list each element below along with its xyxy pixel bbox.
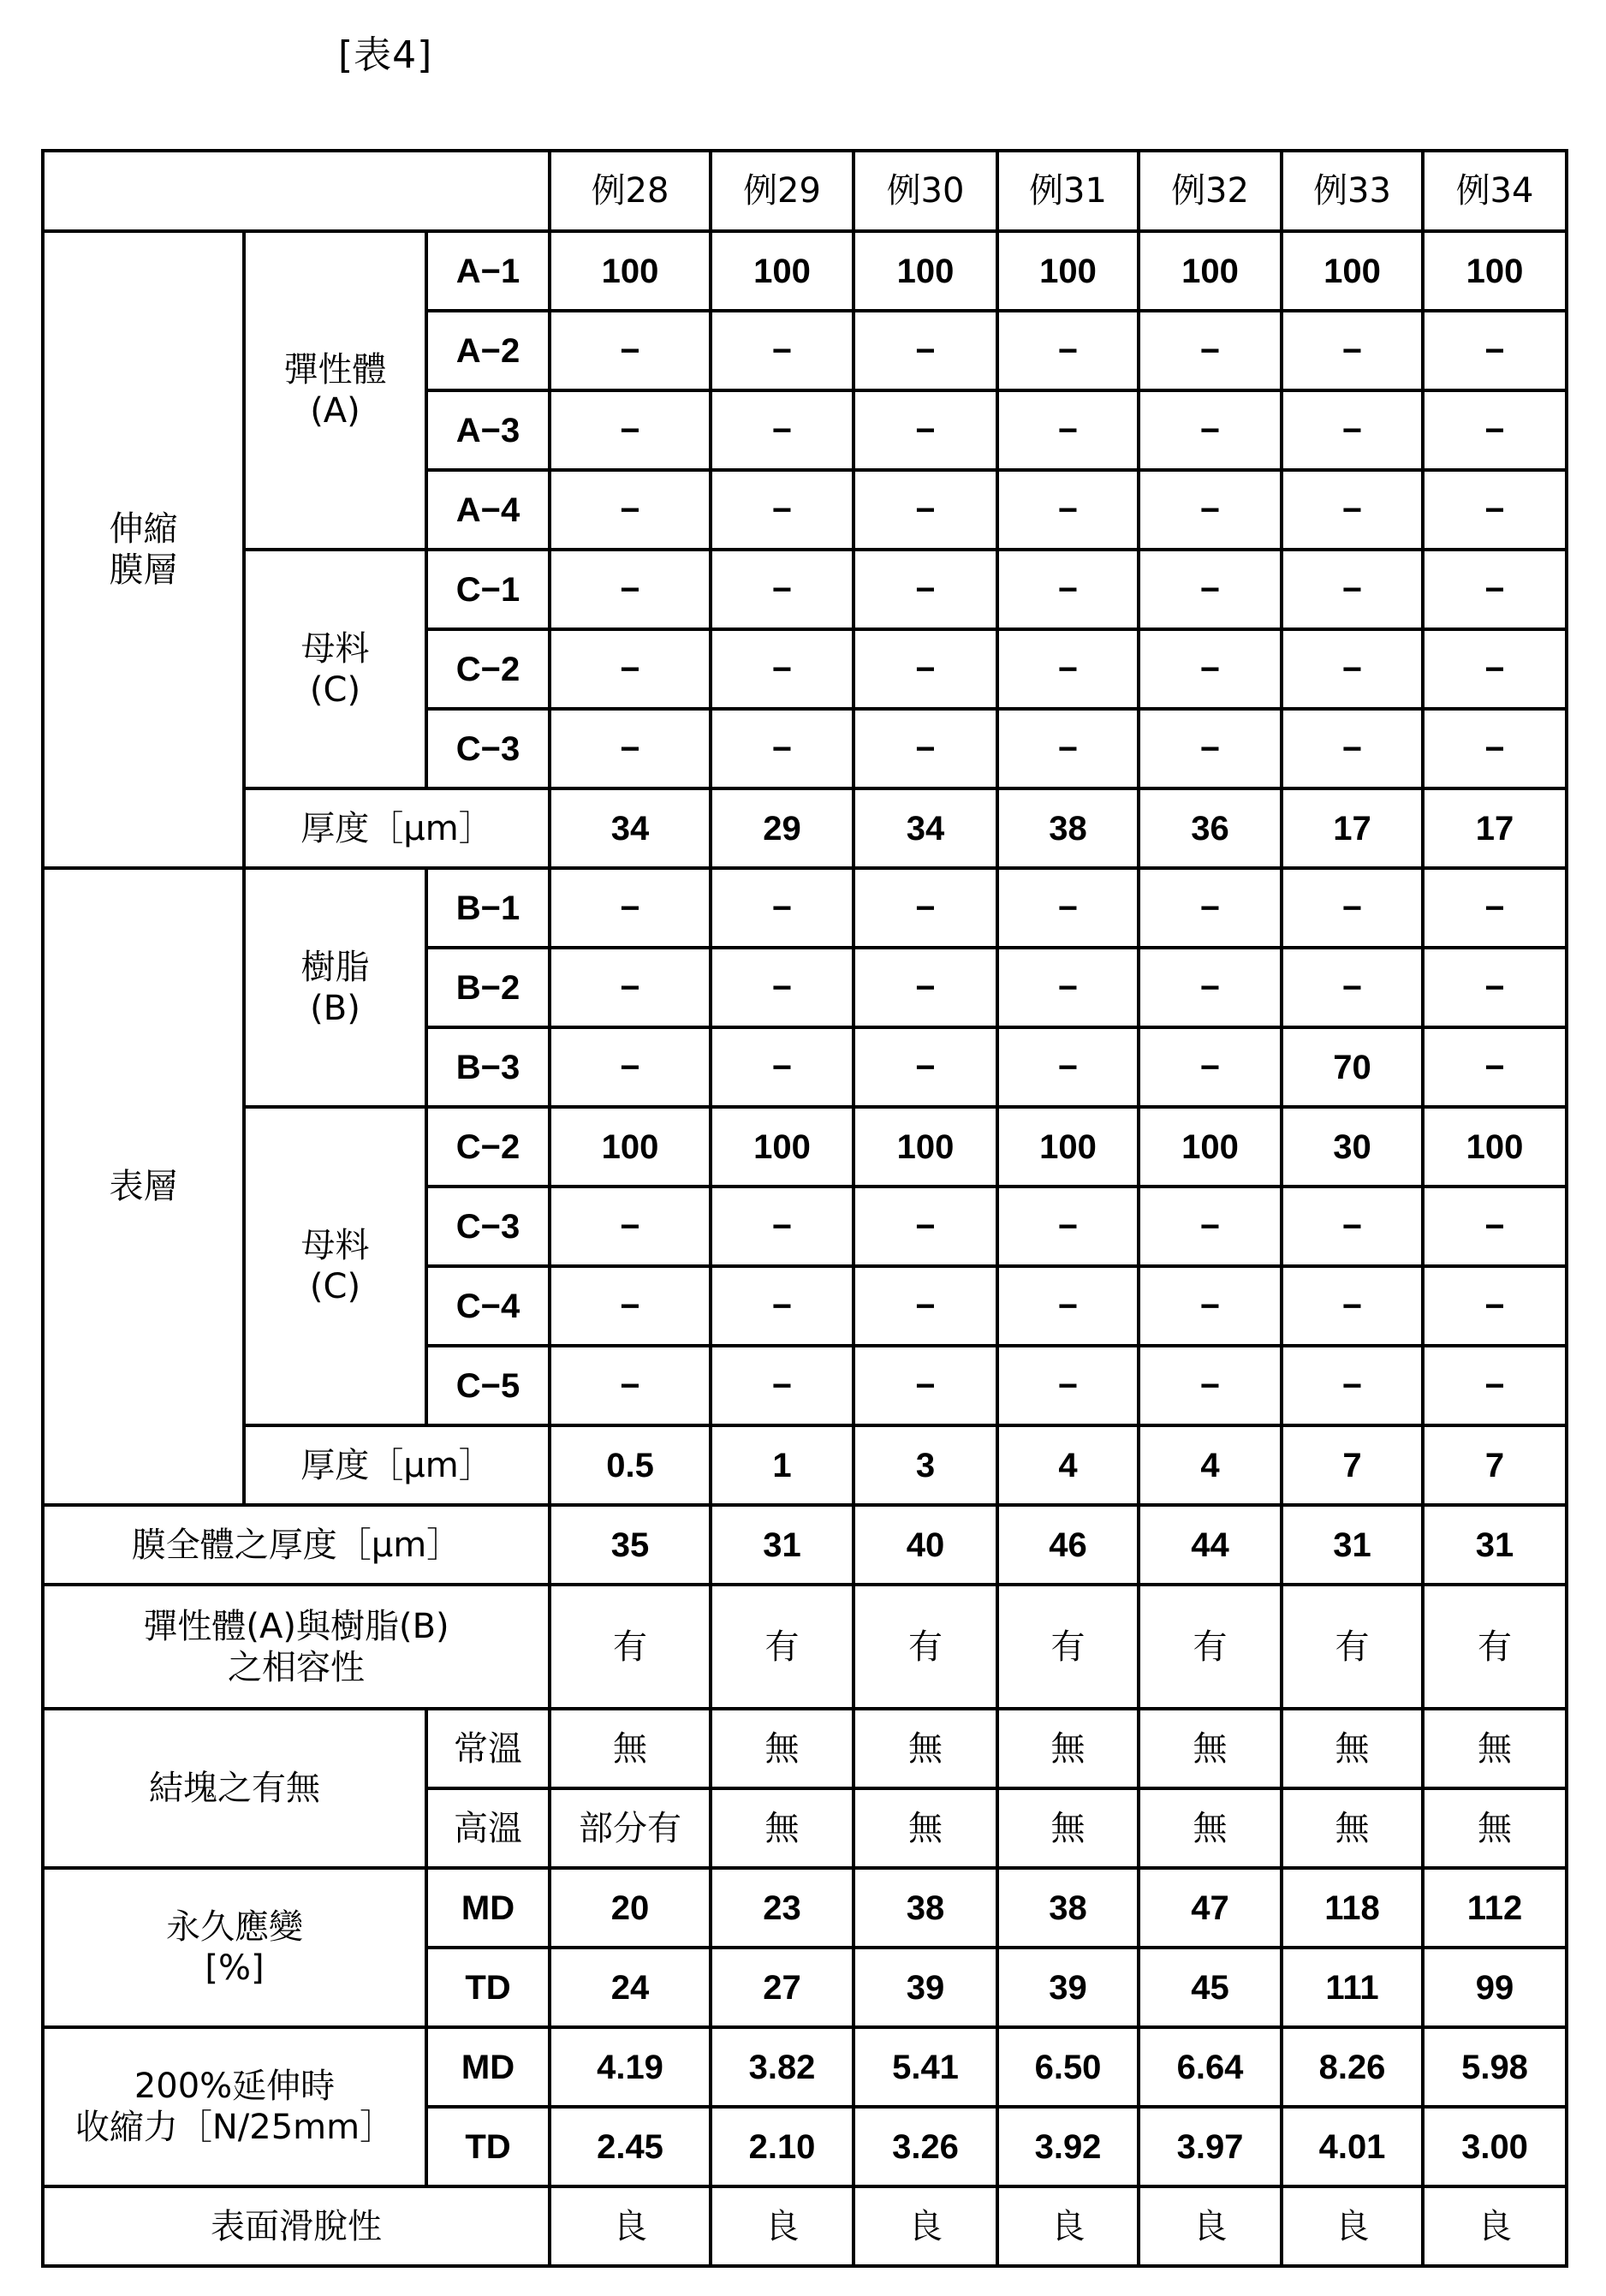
- cell-value: −: [997, 709, 1139, 788]
- table-row: [43, 1585, 1567, 1709]
- cell-value: 1: [711, 1425, 854, 1505]
- label-line: 永久應變: [166, 1907, 303, 1947]
- header-example: 例30: [854, 151, 997, 231]
- cell-value: 良: [854, 2186, 997, 2266]
- cell-value: 有: [854, 1585, 997, 1709]
- component-code: C−3: [426, 1187, 550, 1266]
- header-row: [43, 151, 1567, 231]
- cell-value: 112: [1423, 1868, 1567, 1948]
- cell-value: −: [997, 948, 1139, 1027]
- label-line: 200%延伸時: [134, 2067, 336, 2106]
- cell-value: −: [711, 311, 854, 390]
- cell-value: 有: [550, 1585, 711, 1709]
- cell-value: −: [550, 948, 711, 1027]
- component-code: C−4: [426, 1266, 550, 1346]
- stretch-layer-label: [43, 231, 244, 868]
- cell-value: 3.26: [854, 2107, 997, 2186]
- cell-value: 99: [1423, 1948, 1567, 2027]
- cell-value: −: [1423, 1266, 1567, 1346]
- condition-label: 常溫: [426, 1709, 550, 1788]
- cell-value: 100: [1423, 1107, 1567, 1187]
- cell-value: 3.82: [711, 2027, 854, 2107]
- cell-value: 17: [1282, 788, 1423, 868]
- cell-value: −: [854, 311, 997, 390]
- cell-value: 100: [854, 1107, 997, 1187]
- cell-value: 38: [854, 1868, 997, 1948]
- cell-value: −: [1282, 629, 1423, 709]
- table-row: [43, 1425, 1567, 1505]
- direction-label: MD: [426, 1868, 550, 1948]
- cell-value: −: [1139, 1187, 1282, 1266]
- cell-value: 100: [1423, 231, 1567, 311]
- cell-value: −: [550, 1266, 711, 1346]
- table-row: [43, 788, 1567, 868]
- cell-value: −: [1139, 948, 1282, 1027]
- cell-value: 良: [1423, 2186, 1567, 2266]
- cell-value: −: [1282, 709, 1423, 788]
- cell-value: 3.97: [1139, 2107, 1282, 2186]
- cell-value: −: [1423, 470, 1567, 550]
- cell-value: 部分有: [550, 1788, 711, 1868]
- cell-value: −: [1423, 629, 1567, 709]
- cell-value: −: [711, 470, 854, 550]
- cell-value: 100: [997, 231, 1139, 311]
- cell-value: −: [1282, 1346, 1423, 1425]
- label-line: 收縮力［N/25mm］: [74, 2108, 395, 2147]
- cell-value: 良: [1282, 2186, 1423, 2266]
- cell-value: −: [997, 1346, 1139, 1425]
- cell-value: 無: [1139, 1709, 1282, 1788]
- cell-value: −: [711, 1346, 854, 1425]
- direction-label: TD: [426, 1948, 550, 2027]
- cell-value: −: [711, 948, 854, 1027]
- cell-value: −: [711, 390, 854, 470]
- cell-value: −: [550, 550, 711, 629]
- cell-value: 4.01: [1282, 2107, 1423, 2186]
- cell-value: −: [1423, 1346, 1567, 1425]
- table-row: [43, 868, 1567, 948]
- resin-label: [244, 868, 426, 1107]
- cell-value: −: [550, 1027, 711, 1107]
- component-code: C−2: [426, 1107, 550, 1187]
- cell-value: 7: [1423, 1425, 1567, 1505]
- data-table: [41, 149, 1568, 2268]
- cell-value: −: [1423, 948, 1567, 1027]
- label-line: (C): [309, 1267, 361, 1306]
- cell-value: 無: [1139, 1788, 1282, 1868]
- cell-value: −: [1282, 311, 1423, 390]
- cell-value: 44: [1139, 1505, 1282, 1585]
- cell-value: −: [1423, 709, 1567, 788]
- cell-value: −: [550, 629, 711, 709]
- cell-value: 38: [997, 1868, 1139, 1948]
- surface-layer-label: 表層: [43, 868, 244, 1505]
- cell-value: 3: [854, 1425, 997, 1505]
- shrink-force-label: [43, 2027, 426, 2186]
- cell-value: −: [1139, 470, 1282, 550]
- table-row: [43, 2186, 1567, 2266]
- cell-value: −: [1139, 709, 1282, 788]
- cell-value: −: [1139, 390, 1282, 470]
- header-example: 例32: [1139, 151, 1282, 231]
- component-code: C−2: [426, 629, 550, 709]
- label-line: [%]: [205, 1948, 265, 1988]
- cell-value: −: [854, 868, 997, 948]
- cell-value: −: [1423, 868, 1567, 948]
- cell-value: 31: [1282, 1505, 1423, 1585]
- component-code: A−3: [426, 390, 550, 470]
- cell-value: −: [854, 1027, 997, 1107]
- cell-value: −: [711, 709, 854, 788]
- cell-value: 100: [711, 231, 854, 311]
- cell-value: 30: [1282, 1107, 1423, 1187]
- label-line: (B): [310, 988, 360, 1028]
- cell-value: 100: [1282, 231, 1423, 311]
- cell-value: 無: [1423, 1709, 1567, 1788]
- cell-value: 39: [997, 1948, 1139, 2027]
- table-row: [43, 231, 1567, 311]
- header-example: 例33: [1282, 151, 1423, 231]
- cell-value: 2.45: [550, 2107, 711, 2186]
- cell-value: 100: [1139, 231, 1282, 311]
- table-row: [43, 2027, 1567, 2107]
- cell-value: −: [1139, 1266, 1282, 1346]
- cell-value: 100: [854, 231, 997, 311]
- cell-value: −: [550, 709, 711, 788]
- cell-value: 20: [550, 1868, 711, 1948]
- cell-value: −: [711, 1187, 854, 1266]
- cell-value: 24: [550, 1948, 711, 2027]
- cell-value: −: [711, 1266, 854, 1346]
- table-title: [表4]: [338, 33, 433, 77]
- cell-value: 良: [997, 2186, 1139, 2266]
- cell-value: 34: [854, 788, 997, 868]
- total-thickness-label: 膜全體之厚度［μm］: [43, 1505, 550, 1585]
- cell-value: −: [997, 550, 1139, 629]
- cell-value: 35: [550, 1505, 711, 1585]
- cell-value: −: [1139, 311, 1282, 390]
- cell-value: −: [854, 709, 997, 788]
- cell-value: −: [997, 470, 1139, 550]
- component-code: B−3: [426, 1027, 550, 1107]
- stretch-thickness-label: 厚度［μm］: [244, 788, 550, 868]
- cell-value: −: [1423, 390, 1567, 470]
- cell-value: 111: [1282, 1948, 1423, 2027]
- cell-value: −: [854, 1346, 997, 1425]
- cell-value: 無: [997, 1788, 1139, 1868]
- header-example: 例29: [711, 151, 854, 231]
- cell-value: −: [1423, 311, 1567, 390]
- cell-value: 有: [1282, 1585, 1423, 1709]
- compatibility-label: [43, 1585, 550, 1709]
- cell-value: −: [1139, 550, 1282, 629]
- table-row: [43, 1107, 1567, 1187]
- cell-value: 46: [997, 1505, 1139, 1585]
- cell-value: 無: [854, 1709, 997, 1788]
- cell-value: 5.41: [854, 2027, 997, 2107]
- cell-value: −: [550, 1346, 711, 1425]
- label-line: (A): [310, 391, 360, 431]
- component-code: B−2: [426, 948, 550, 1027]
- cell-value: −: [711, 868, 854, 948]
- cell-value: 4: [1139, 1425, 1282, 1505]
- cell-value: −: [1423, 1027, 1567, 1107]
- cell-value: 34: [550, 788, 711, 868]
- cell-value: −: [854, 948, 997, 1027]
- cell-value: −: [997, 1027, 1139, 1107]
- cell-value: 39: [854, 1948, 997, 2027]
- cell-value: −: [854, 390, 997, 470]
- elastomer-label: [244, 231, 426, 550]
- cell-value: 27: [711, 1948, 854, 2027]
- cell-value: −: [711, 550, 854, 629]
- cell-value: −: [854, 470, 997, 550]
- header-example: 例28: [550, 151, 711, 231]
- cell-value: −: [997, 390, 1139, 470]
- cell-value: 5.98: [1423, 2027, 1567, 2107]
- cell-value: 8.26: [1282, 2027, 1423, 2107]
- cell-value: 有: [1139, 1585, 1282, 1709]
- component-code: A−1: [426, 231, 550, 311]
- cell-value: 100: [711, 1107, 854, 1187]
- cell-value: 70: [1282, 1027, 1423, 1107]
- label-line: 膜層: [109, 550, 178, 590]
- component-code: A−4: [426, 470, 550, 550]
- cell-value: 17: [1423, 788, 1567, 868]
- cell-value: −: [1139, 1346, 1282, 1425]
- cell-value: −: [997, 1266, 1139, 1346]
- cell-value: 4.19: [550, 2027, 711, 2107]
- cell-value: −: [1282, 390, 1423, 470]
- cell-value: −: [997, 311, 1139, 390]
- cell-value: −: [854, 1187, 997, 1266]
- direction-label: MD: [426, 2027, 550, 2107]
- cell-value: −: [550, 868, 711, 948]
- component-code: B−1: [426, 868, 550, 948]
- label-line: 樹脂: [300, 947, 370, 987]
- cell-value: 31: [1423, 1505, 1567, 1585]
- cell-value: −: [550, 470, 711, 550]
- cell-value: 無: [1423, 1788, 1567, 1868]
- cell-value: −: [997, 868, 1139, 948]
- component-code: A−2: [426, 311, 550, 390]
- table-row: [43, 1709, 1567, 1788]
- cell-value: 6.64: [1139, 2027, 1282, 2107]
- cell-value: 有: [711, 1585, 854, 1709]
- label-line: 彈性體(A)與樹脂(B): [143, 1606, 449, 1646]
- cell-value: 0.5: [550, 1425, 711, 1505]
- cell-value: 良: [550, 2186, 711, 2266]
- cell-value: 100: [997, 1107, 1139, 1187]
- header-example: 例34: [1423, 151, 1567, 231]
- blocking-label: 結塊之有無: [43, 1709, 426, 1868]
- cell-value: −: [1282, 948, 1423, 1027]
- cell-value: −: [854, 1266, 997, 1346]
- cell-value: −: [1423, 550, 1567, 629]
- component-code: C−1: [426, 550, 550, 629]
- cell-value: 無: [711, 1788, 854, 1868]
- cell-value: 無: [711, 1709, 854, 1788]
- surface-masterbatch-label: [244, 1107, 426, 1425]
- cell-value: 100: [550, 1107, 711, 1187]
- cell-value: −: [1139, 1027, 1282, 1107]
- surface-slip-label: 表面滑脫性: [43, 2186, 550, 2266]
- cell-value: −: [1423, 1187, 1567, 1266]
- label-line: 之相容性: [228, 1647, 365, 1687]
- cell-value: 47: [1139, 1868, 1282, 1948]
- cell-value: 38: [997, 788, 1139, 868]
- cell-value: −: [711, 1027, 854, 1107]
- cell-value: 6.50: [997, 2027, 1139, 2107]
- cell-value: 40: [854, 1505, 997, 1585]
- cell-value: −: [1282, 550, 1423, 629]
- cell-value: −: [854, 550, 997, 629]
- cell-value: −: [1282, 868, 1423, 948]
- label-line: 母料: [300, 1226, 370, 1265]
- cell-value: 4: [997, 1425, 1139, 1505]
- component-code: C−3: [426, 709, 550, 788]
- cell-value: −: [550, 390, 711, 470]
- cell-value: −: [1282, 1187, 1423, 1266]
- cell-value: 7: [1282, 1425, 1423, 1505]
- component-code: C−5: [426, 1346, 550, 1425]
- cell-value: 無: [997, 1709, 1139, 1788]
- table-row: [43, 1505, 1567, 1585]
- cell-value: 100: [550, 231, 711, 311]
- cell-value: 有: [997, 1585, 1139, 1709]
- condition-label: 高溫: [426, 1788, 550, 1868]
- cell-value: 2.10: [711, 2107, 854, 2186]
- cell-value: 無: [1282, 1788, 1423, 1868]
- cell-value: 良: [711, 2186, 854, 2266]
- cell-value: −: [1282, 1266, 1423, 1346]
- cell-value: 100: [1139, 1107, 1282, 1187]
- cell-value: −: [550, 311, 711, 390]
- permanent-strain-label: [43, 1868, 426, 2027]
- label-line: (C): [309, 669, 361, 710]
- cell-value: 3.00: [1423, 2107, 1567, 2186]
- table-row: [43, 550, 1567, 629]
- table-row: [43, 1868, 1567, 1948]
- cell-value: 118: [1282, 1868, 1423, 1948]
- surface-thickness-label: 厚度［μm］: [244, 1425, 550, 1505]
- cell-value: 31: [711, 1505, 854, 1585]
- cell-value: 無: [854, 1788, 997, 1868]
- direction-label: TD: [426, 2107, 550, 2186]
- cell-value: 無: [1282, 1709, 1423, 1788]
- cell-value: 36: [1139, 788, 1282, 868]
- cell-value: −: [1139, 868, 1282, 948]
- label-line: 伸縮: [109, 509, 178, 549]
- cell-value: −: [711, 629, 854, 709]
- cell-value: −: [997, 1187, 1139, 1266]
- masterbatch-label: [244, 550, 426, 788]
- cell-value: 29: [711, 788, 854, 868]
- cell-value: 45: [1139, 1948, 1282, 2027]
- cell-value: −: [550, 1187, 711, 1266]
- header-corner: [43, 151, 550, 231]
- header-example: 例31: [997, 151, 1139, 231]
- cell-value: −: [997, 629, 1139, 709]
- cell-value: 3.92: [997, 2107, 1139, 2186]
- label-line: 彈性體: [283, 350, 387, 390]
- cell-value: 良: [1139, 2186, 1282, 2266]
- cell-value: 有: [1423, 1585, 1567, 1709]
- cell-value: −: [1282, 470, 1423, 550]
- cell-value: −: [854, 629, 997, 709]
- label-line: 母料: [300, 628, 370, 669]
- cell-value: −: [1139, 629, 1282, 709]
- cell-value: 23: [711, 1868, 854, 1948]
- cell-value: 無: [550, 1709, 711, 1788]
